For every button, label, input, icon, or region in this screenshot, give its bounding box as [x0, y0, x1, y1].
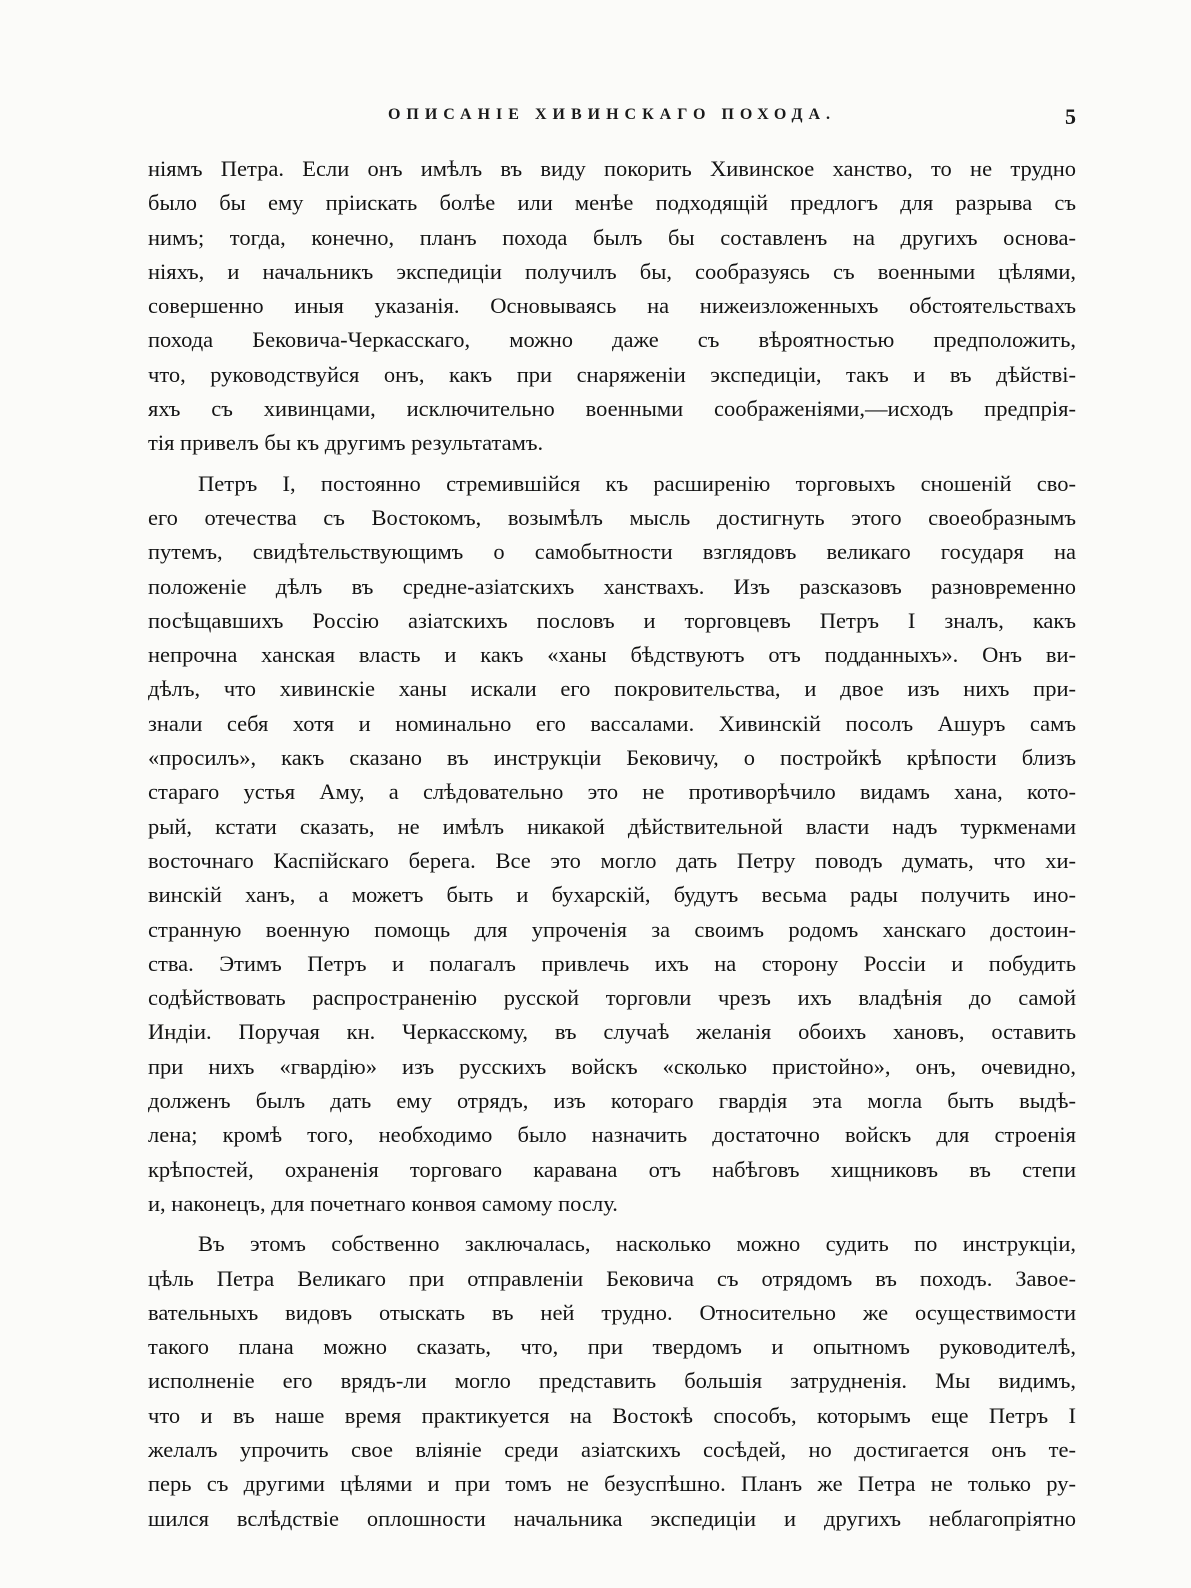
text-line: Въ этомъ собственно заключалась, насколько можно судить по инструкціи,	[198, 1231, 1076, 1257]
paragraph-2	[148, 467, 1076, 1222]
text-line: совершенно иныя указанія. Основываясь на нижеизложенныхъ обстоятельствахъ	[148, 293, 1076, 319]
text-line: цѣль Петра Великаго при отправленіи Бековича съ отрядомъ въ походъ. Завое-	[148, 1265, 1076, 1291]
text-line: яхъ съ хивинцами, исключительно военными соображеніями,—исходъ предпрія-	[148, 396, 1076, 422]
text-line: долженъ былъ дать ему отрядъ, изъ котораго гвардія эта могла быть выдѣ-	[148, 1088, 1076, 1114]
text-line: содѣйствовать распространенію русской торговли чрезъ ихъ владѣнія до самой	[148, 985, 1076, 1011]
text-line: лена; кромѣ того, необходимо было назначить достаточно войскъ для строенія	[148, 1122, 1076, 1148]
text-line: и, наконецъ, для почетнаго конвоя самому послу.	[148, 1190, 618, 1216]
text-line: непрочна ханская власть и какъ «ханы бѣдствуютъ отъ подданныхъ». Онъ ви-	[148, 642, 1076, 668]
text-line: что, руководствуйся онъ, какъ при снаряженіи экспедиціи, такъ и въ дѣйстві-	[148, 361, 1076, 387]
text-line: посѣщавшихъ Россію азіатскихъ пословъ и торговцевъ Петръ I зналъ, какъ	[148, 607, 1076, 633]
text-line: желалъ упрочить свое вліяніе среди азіатскихъ сосѣдей, но достигается онъ те-	[148, 1436, 1076, 1462]
text-line: крѣпостей, охраненія торговаго каравана отъ набѣговъ хищниковъ въ степи	[148, 1156, 1076, 1182]
text-line: восточнаго Каспійскаго берега. Все это могло дать Петру поводъ думать, что хи-	[148, 847, 1076, 873]
running-head	[148, 106, 1076, 132]
text-line: ніямъ Петра. Если онъ имѣлъ въ виду покорить Хивинское ханство, то не трудно	[148, 156, 1076, 181]
paragraph-3	[148, 1227, 1076, 1536]
text-line: путемъ, свидѣтельствующимъ о самобытности взглядовъ великаго государя на	[148, 539, 1076, 565]
text-line: знали себя хотя и номинально его вассалами. Хивинскій посолъ Ашуръ самъ	[148, 710, 1076, 736]
text-line: дѣлъ, что хивинскіе ханы искали его покровительства, и двое изъ нихъ при-	[148, 676, 1076, 702]
text-line: перь съ другими цѣлями и при томъ не безуспѣшно. Планъ же Петра не только ру-	[148, 1471, 1076, 1497]
text-line: похода Бековича-Черкасскаго, можно даже съ вѣроятностью предположить,	[148, 327, 1076, 353]
text-line: было бы ему пріискать болѣе или менѣе подходящій предлогъ для разрыва съ	[148, 190, 1076, 216]
body-text	[148, 152, 1076, 1542]
text-line: нимъ; тогда, конечно, планъ похода былъ бы составленъ на другихъ основа-	[148, 224, 1076, 250]
text-line: стараго устья Аму, а слѣдовательно это не противорѣчило видамъ хана, кото-	[148, 779, 1076, 805]
page-number: 5	[1065, 104, 1076, 129]
text-line: при нихъ «гвардію» изъ русскихъ войскъ «сколько пристойно», онъ, очевидно,	[148, 1053, 1076, 1079]
paragraph-1	[148, 152, 1076, 461]
text-line: что и въ наше время практикуется на Востокѣ способъ, которымъ еще Петръ I	[148, 1402, 1076, 1428]
text-line: странную военную помощь для упроченія за своимъ родомъ ханскаго достоин-	[148, 916, 1076, 942]
text-line: Петръ I, постоянно стремившійся къ расширенію торговыхъ сношеній сво-	[198, 470, 1076, 496]
text-line: Индіи. Поручая кн. Черкасскому, въ случаѣ желанія обоихъ хановъ, оставить	[148, 1019, 1076, 1045]
text-line: шился вслѣдствіе оплошности начальника экспедиціи и другихъ неблагопріятно	[148, 1505, 1076, 1531]
text-line: его отечества съ Востокомъ, возымѣлъ мысль достигнуть этого своеобразнымъ	[148, 504, 1076, 530]
text-line: положеніе дѣлъ въ средне-азіатскихъ ханствахъ. Изъ разсказовъ разновременно	[148, 573, 1076, 599]
text-line: ства. Этимъ Петръ и полагалъ привлечь ихъ на сторону Россіи и побудить	[148, 950, 1076, 976]
running-title: ОПИСАНІЕ ХИВИНСКАГО ПОХОДА.	[387, 106, 837, 123]
text-line: исполненіе его врядъ-ли могло представить большія затрудненія. Мы видимъ,	[148, 1368, 1076, 1394]
text-line: рый, кстати сказать, не имѣлъ никакой дѣйствительной власти надъ туркменами	[148, 813, 1076, 839]
text-line: тія привелъ бы къ другимъ результатамъ.	[148, 430, 544, 456]
text-line: такого плана можно сказать, что, при твердомъ и опытномъ руководителѣ,	[148, 1334, 1076, 1360]
text-line: «просилъ», какъ сказано въ инструкціи Бековичу, о постройкѣ крѣпости близъ	[148, 745, 1076, 771]
text-line: ніяхъ, и начальникъ экспедиціи получилъ бы, сообразуясь съ военными цѣлями,	[148, 258, 1076, 284]
text-line: вательныхъ видовъ отыскать въ ней трудно. Относительно же осуществимости	[148, 1299, 1076, 1325]
text-line: винскій ханъ, а можетъ быть и бухарскій, будутъ весьма рады получить ино-	[148, 882, 1076, 908]
